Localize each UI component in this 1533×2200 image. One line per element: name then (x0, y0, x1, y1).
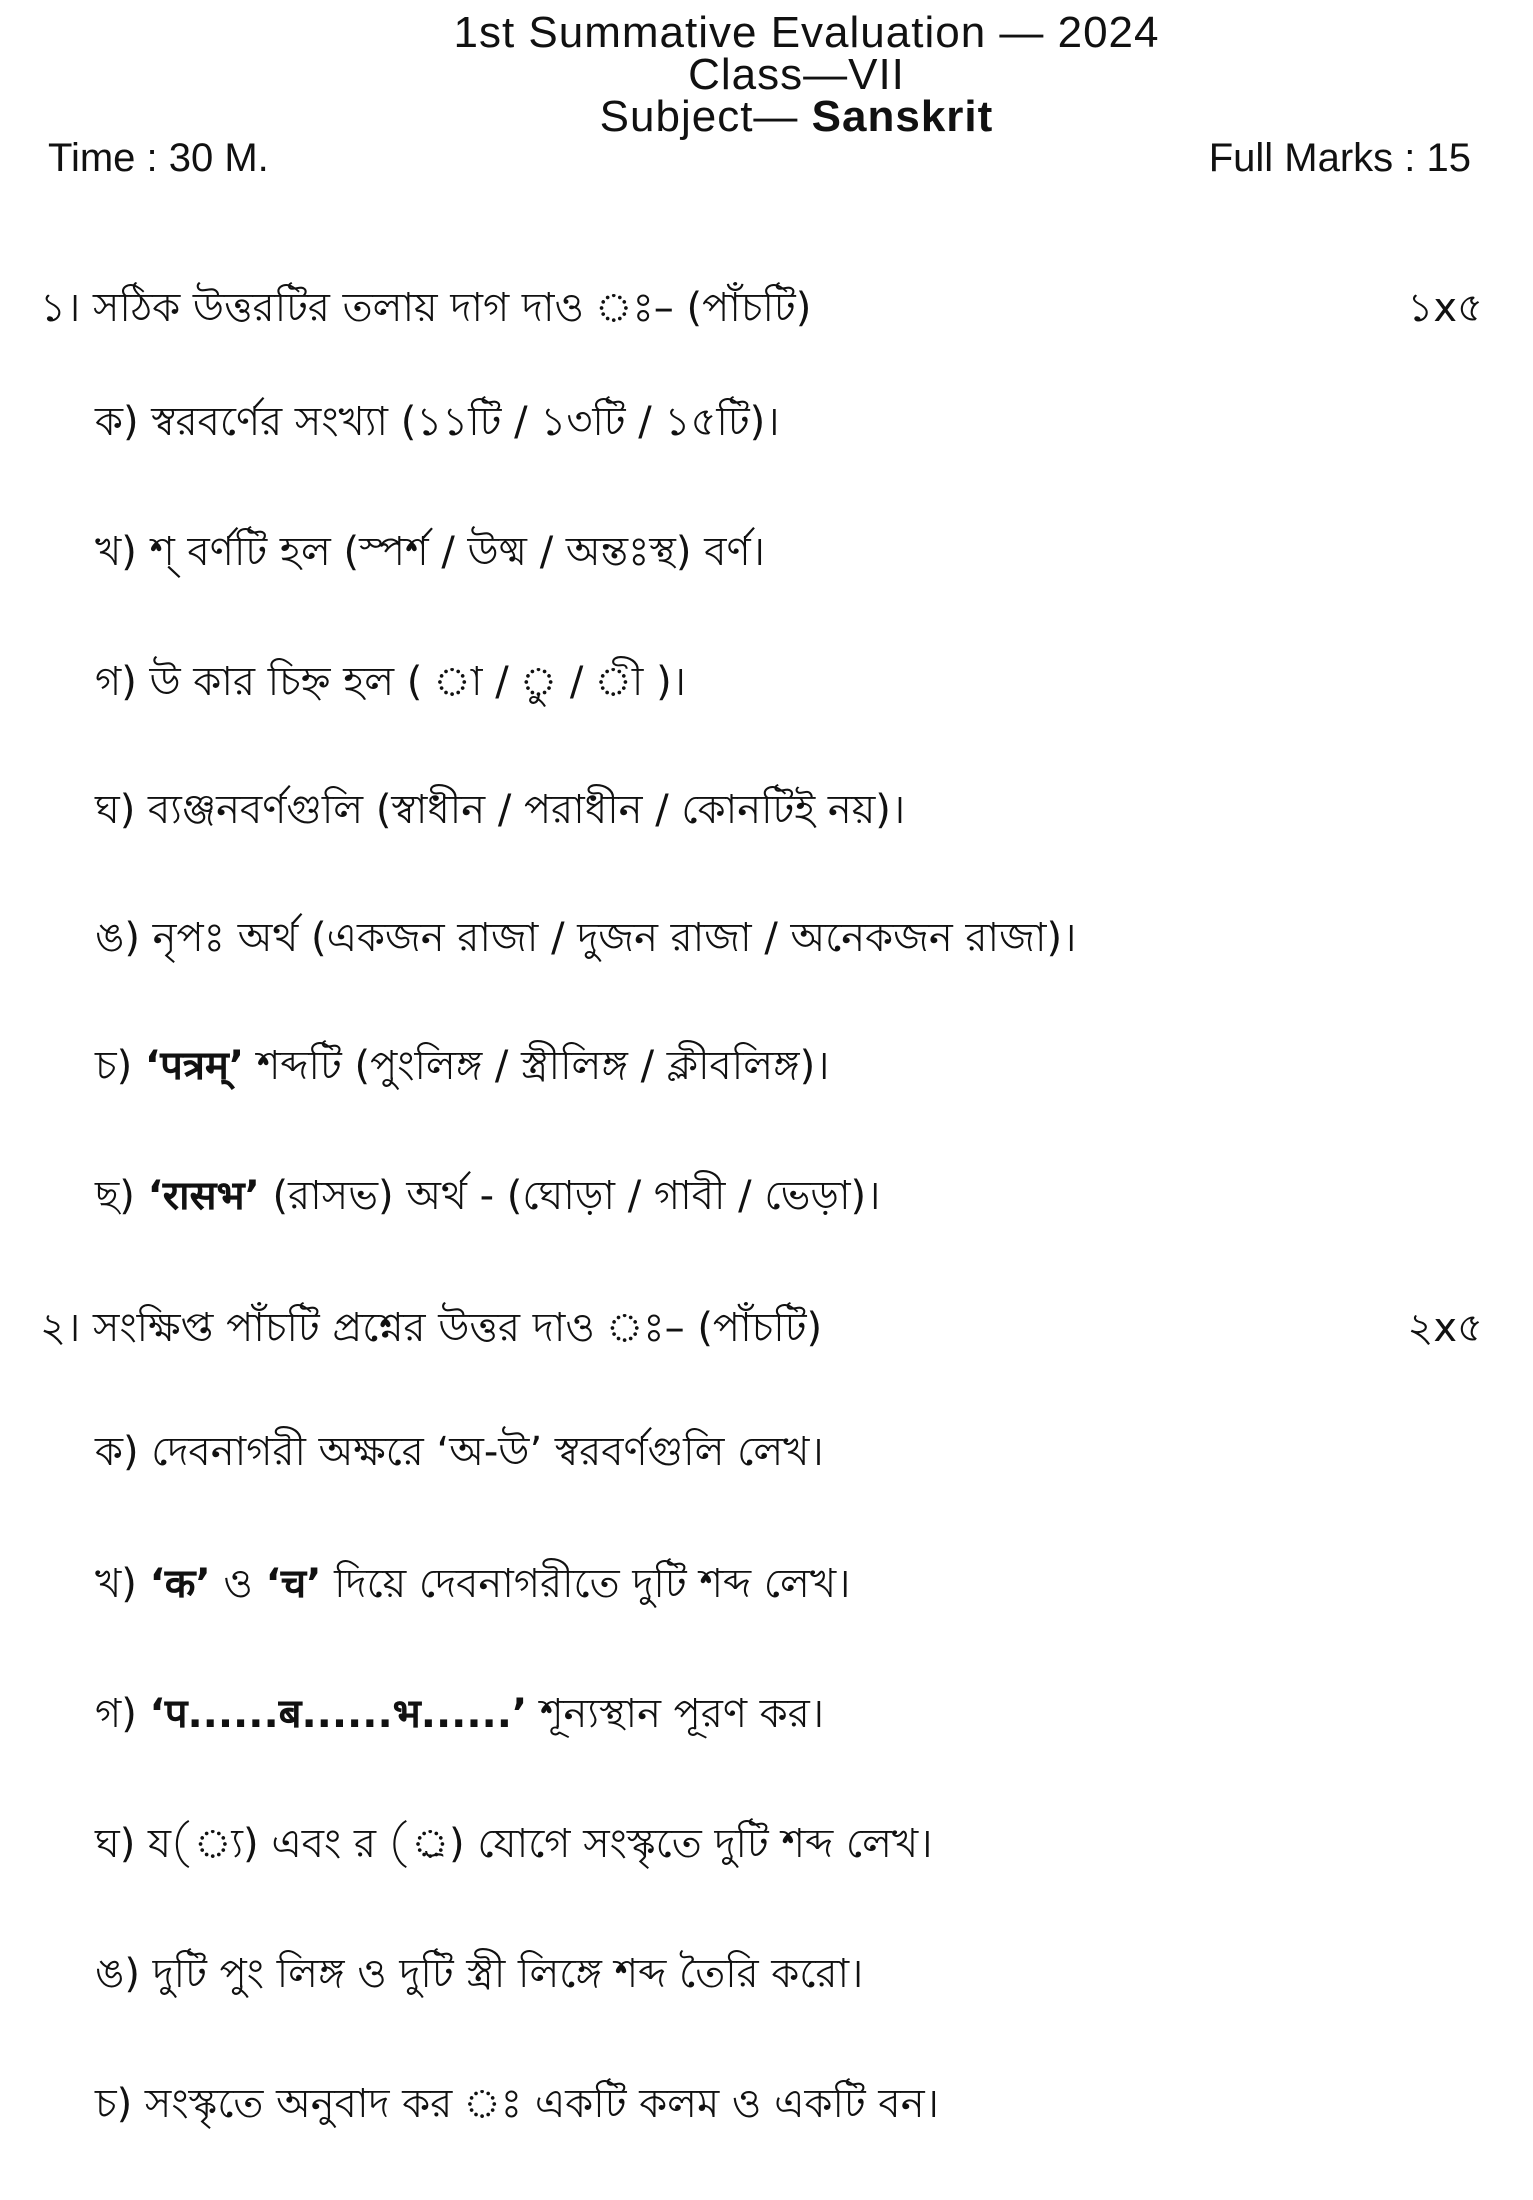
q1-item-kha: খ) শ্ বর্ণটি হল (স্পর্শ / উষ্ম / অন্তঃস্থ) বর্ণ। (95, 529, 765, 575)
q2-item-ka: ক) দেবনাগরী অক্ষরে ‘অ-উ’ স্বরবর্ণগুলি লেখ। (95, 1429, 824, 1475)
q1-item-gha: ঘ) ব্যঞ্জনবর্ণগুলি (স্বাধীন / পরাধীন / কোনটিই নয়)। (95, 787, 906, 833)
sanskrit-blanks: ‘प......ब......भ......’ (149, 1691, 528, 1737)
q1-item-chha (95, 1164, 880, 1231)
sanskrit-letter: ‘क’ (149, 1561, 211, 1607)
q1-item-nga: ঙ) নৃপঃ অর্থ (একজন রাজা / দুজন রাজা / অনেকজন রাজা)। (95, 915, 1077, 961)
q1-item-ka: ক) স্বরবর্ণের সংখ্যা (১১টি / ১৩টি / ১৫টি)। (95, 399, 780, 445)
exam-title: 1st Summative Evaluation — 2024 (453, 8, 1160, 57)
item-prefix: গ) (95, 1691, 150, 1737)
q2-item-ga (95, 1682, 824, 1749)
q1-item-ga: গ) উ কার চিহ্ন হল ( া / ু / ী )। (95, 659, 686, 705)
item-text: (রাসভ) অর্থ - (ঘোড়া / গাবী / ভেড়া)। (259, 1173, 881, 1219)
subject-label: Subject— (599, 92, 799, 141)
class-line: Class—VII (688, 50, 905, 99)
question-2-marks: ২x৫ (1407, 1305, 1483, 1351)
sanskrit-word: ‘रासभ’ (147, 1173, 260, 1219)
item-text: শূন্যস্থান পূরণ কর। (527, 1691, 825, 1737)
q2-item-cha: চ) সংস্কৃতে অনুবাদ কর ঃ একটি কলম ও একটি বন। (95, 2081, 939, 2127)
q2-item-kha (95, 1552, 850, 1619)
sanskrit-word: ‘पत्रम्’ (144, 1043, 245, 1089)
item-text: দিয়ে দেবনাগরীতে দুটি শব্দ লেখ। (321, 1561, 851, 1607)
item-prefix: খ) (95, 1561, 150, 1607)
full-marks: Full Marks : 15 (1208, 136, 1471, 180)
item-prefix: চ) (95, 1043, 145, 1089)
item-text: ও (210, 1561, 266, 1607)
question-2-heading (40, 1296, 1483, 1363)
question-1-marks: ১x৫ (1407, 285, 1483, 331)
item-prefix: ছ) (95, 1173, 148, 1219)
subject-name: Sanskrit (811, 92, 994, 141)
sanskrit-letter: ‘च’ (265, 1561, 322, 1607)
item-text: শব্দটি (পুংলিঙ্গ / স্ত্রীলিঙ্গ / ক্লীবলিঙ্গ)। (244, 1043, 830, 1089)
question-1-text: ১। সঠিক উত্তরটির তলায় দাগ দাও ঃ– (পাঁচটি) (40, 285, 812, 331)
q2-item-gha: ঘ) য(্য) এবং র (্র) যোগে সংস্কৃতে দুটি শব্দ লেখ। (95, 1821, 933, 1867)
time-allowed: Time : 30 M. (48, 136, 269, 180)
question-1-heading (40, 276, 1483, 343)
subject-line (0, 92, 1533, 142)
q2-item-nga: ঙ) দুটি পুং লিঙ্গ ও দুটি স্ত্রী লিঙ্গে শব্দ তৈরি করো। (95, 1951, 864, 1997)
question-2-text: ২। সংক্ষিপ্ত পাঁচটি প্রশ্নের উত্তর দাও ঃ– (পাঁচটি) (40, 1305, 823, 1351)
q1-item-cha (95, 1034, 829, 1101)
